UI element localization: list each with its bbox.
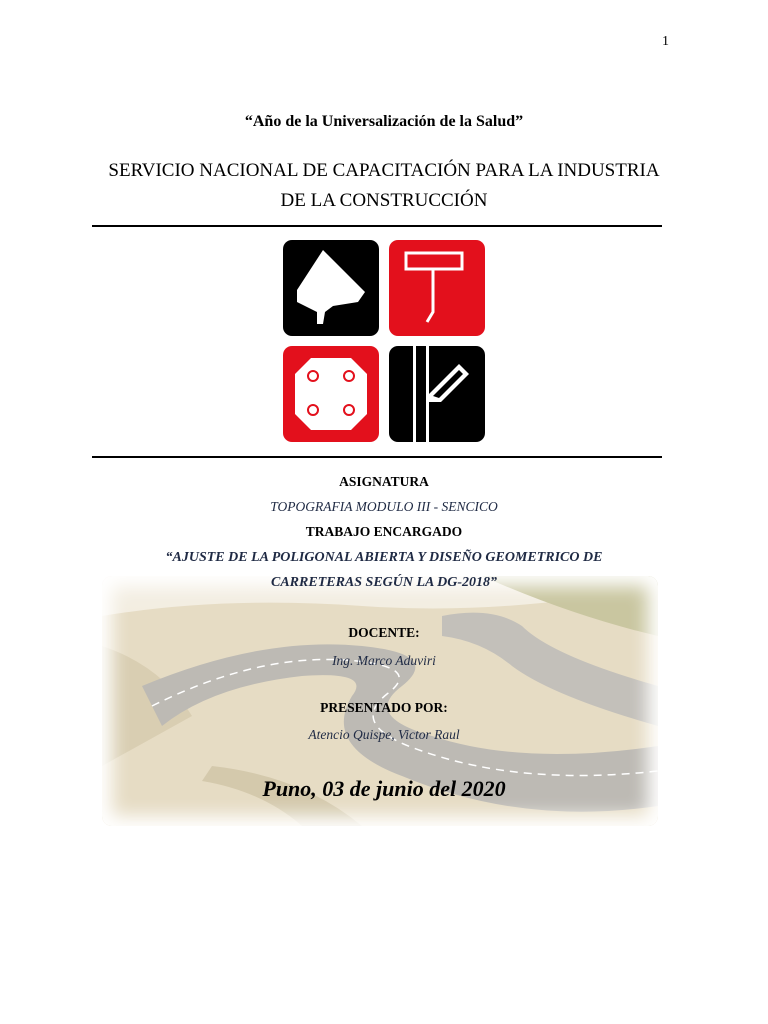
place-and-date: Puno, 03 de junio del 2020	[262, 776, 506, 801]
sencico-logo	[283, 240, 485, 442]
subject-value: TOPOGRAFIA MODULO III - SENCICO	[270, 499, 498, 514]
assignment-title-line-1: “AJUSTE DE LA POLIGONAL ABIERTA Y DISEÑO GEOMETRICO DE	[165, 550, 603, 565]
presenter-label: PRESENTADO POR:	[320, 700, 448, 715]
bottom-divider	[92, 456, 662, 458]
motto: “Año de la Universalización de la Salud”	[244, 113, 524, 130]
presenter-name: Atencio Quispe, Victor Raul	[308, 727, 460, 742]
teacher-label: DOCENTE:	[348, 625, 420, 640]
institution-line-1: SERVICIO NACIONAL DE CAPACITACIÓN PARA LA INDUSTRIA	[108, 160, 660, 181]
top-divider	[92, 225, 662, 227]
assignment-title	[0, 545, 768, 595]
assignment-label: TRABAJO ENCARGADO	[305, 524, 463, 539]
institution-name	[0, 156, 768, 216]
assignment-title-line-2: CARRETERAS SEGÚN LA DG-2018”	[271, 575, 497, 590]
institution-line-2: DE LA CONSTRUCCIÓN	[280, 190, 488, 211]
teacher-name: Ing. Marco Aduviri	[332, 653, 436, 668]
sencico-logo-icon	[283, 240, 485, 442]
page-number: 1	[662, 34, 669, 49]
subject-label: ASIGNATURA	[339, 474, 429, 489]
